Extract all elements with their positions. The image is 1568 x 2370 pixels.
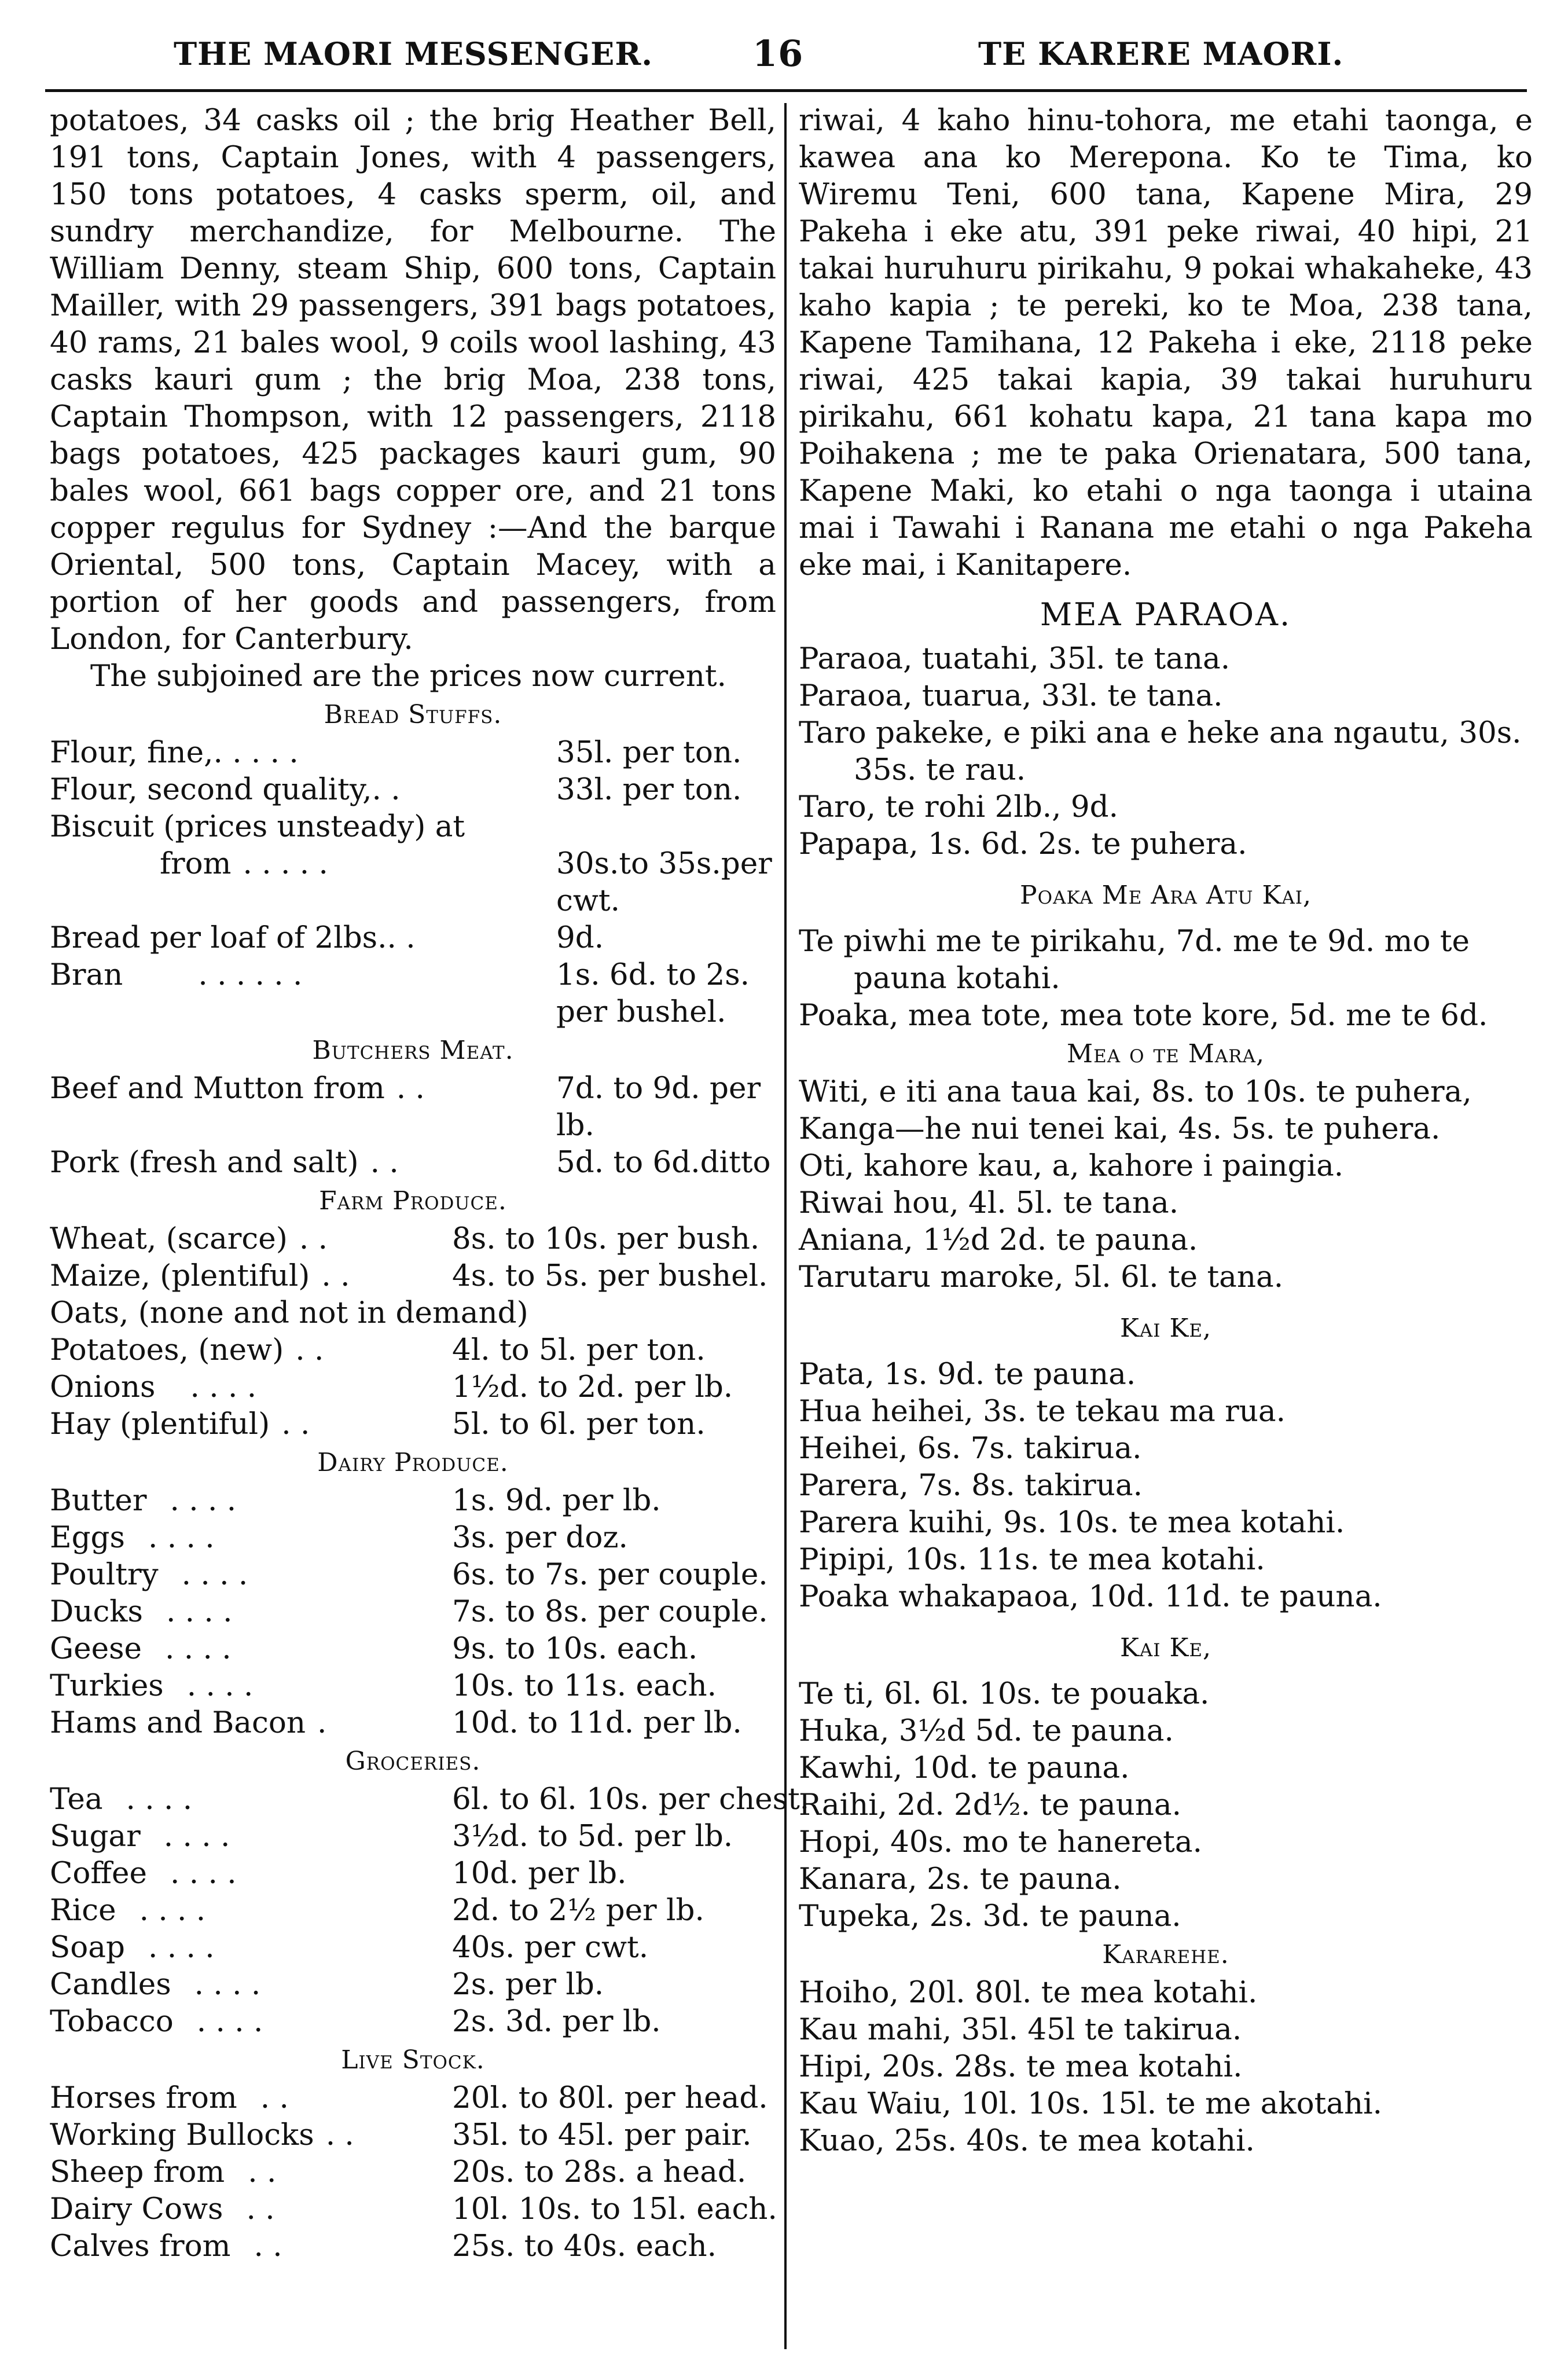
item-price: 1s. 6d. to 2s. per bushel. [556,957,750,1029]
item-name: Coffee [50,1856,147,1891]
item-price: 20l. to 80l. per head. [452,2081,768,2115]
item-name: Candles [50,1967,171,2002]
maori-price-entry: Paraoa, tuarua, 33l. te tana. [799,678,1223,713]
price-row [50,771,776,808]
maori-price-entry: Raihi, 2d. 2d½. te pauna. [799,1788,1182,1822]
item-price: 2s. per lb. [452,1967,604,2002]
item-name: Poultry [50,1557,159,1592]
item-price: 9s. to 10s. each. [452,1631,698,1666]
item-name: Flour, second quality, [50,772,372,807]
page-number: 16 [752,32,804,75]
maori-price-entry: Oti, kahore kau, a, kahore i paingia. [799,1149,1344,1183]
item-price: 20s. to 28s. a head. [452,2155,747,2189]
leader-dots: . . . . [139,1893,206,1928]
item-name: Sugar [50,1819,141,1854]
price-row [50,2079,776,2116]
leader-dots: . . [254,2229,282,2263]
maori-price-entry: Te ti, 6l. 6l. 10s. te pouaka. [799,1676,1210,1711]
price-row [50,1369,776,1406]
item-name: Bread per loaf of 2lbs. [50,920,387,955]
section-heading-kai-ke-2: Kai Ke, [1120,1633,1211,1663]
item-price: 1½d. to 2d. per lb. [452,1370,733,1404]
item-price: 7d. to 9d. per lb. [556,1071,761,1143]
maori-price-entry: Kanara, 2s. te pauna. [799,1862,1122,1896]
price-row [50,2116,776,2153]
price-row [50,1519,776,1556]
leader-dots: . . . . [186,1668,254,1703]
item-name: Beef and Mutton from [50,1071,385,1106]
maori-price-entry: Kuao, 25s. 40s. te mea kotahi. [799,2123,1255,2158]
item-price: 10s. to 11s. each. [452,1668,717,1703]
maori-price-entry: Parera, 7s. 8s. takirua. [799,1468,1143,1503]
shipping-paragraph-maori: riwai, 4 kaho hinu-tohora, me etahi taonga, e kawea ana ko Merepona. Ko te Tima, ko Wiremu Teni, 600 tana, Kapene Mira, 29 Pakeha i eke atu, 391 peke riwai, 40 hipi, 21 takai huruhuru pirikahu, 9 pokai whakaheke, 43 kaho kapia ; te pereki, ko te Moa, 238 tana, Kapene Tamihana, 12 Pakeha i eke, 2118 peke riwai, 425 takai kapia, 39 takai huruhuru pirikahu, 661 kohatu kapa, 21 tana kapa mo Poihakena ; me te paka Orienatara, 500 tana, Kapene Maki, ko etahi o nga taonga i utaina mai i Tawahi i Ranana me etahi o nga Pakeha eke mai, i Kanitapere. [799,103,1533,582]
item-price: 6l. to 6l. 10s. per chest. [452,1782,810,1817]
price-row [50,2191,776,2228]
price-row [50,1144,776,1181]
item-name: Pork (fresh and salt) [50,1145,359,1180]
item-name: Flour, fine, [50,735,214,770]
leader-dots: . . . . . . [198,957,303,992]
prices-intro: The subjoined are the prices now current. [90,659,727,694]
leader-dots: . . . . [148,1520,215,1555]
leader-dots: . . [321,1259,350,1293]
price-row [50,1929,776,1966]
item-price: 10d. per lb. [452,1856,627,1891]
price-row [50,1966,776,2003]
maori-price-entry: Papapa, 1s. 6d. 2s. te puhera. [799,827,1247,861]
item-price: 35l. per ton. [556,735,742,770]
maori-price-entry: Hopi, 40s. mo te hanereta. [799,1825,1202,1859]
leader-dots: . . . . . [213,735,299,770]
item-name: Bran [50,957,123,992]
maori-price-entry: Kanga—he nui tenei kai, 4s. 5s. te puhera. [799,1111,1441,1146]
price-row [50,1556,776,1593]
item-price: 1s. 9d. per lb. [452,1483,661,1518]
maori-price-entry: Aniana, 1½d 2d. te pauna. [799,1223,1198,1257]
price-row [50,734,776,771]
leader-dots: . . . . [148,1930,215,1965]
maori-price-entry: Poaka whakapaoa, 10d. 11d. te pauna. [799,1579,1382,1614]
leader-dots [465,808,556,845]
item-price: 5l. to 6l. per ton. [452,1407,706,1441]
item-name: Oats, (none and not in demand) [50,1296,528,1330]
price-row [50,1781,810,1818]
item-price: 3½d. to 5d. per lb. [452,1819,733,1854]
maori-price-entry: Kau Waiu, 10l. 10s. 15l. te me akotahi. [799,2086,1382,2121]
leader-dots: . . [387,920,416,955]
leader-dots: . . . . [190,1370,257,1404]
leader-dots: . . [370,1145,399,1180]
section-heading-mea-paraoa: MEA PARAOA. [1040,596,1292,633]
maori-price-entry: Huka, 3½d 5d. te pauna. [799,1714,1174,1748]
leader-dots: . . [299,1221,328,1256]
maori-price-entry: Pata, 1s. 9d. te pauna. [799,1357,1136,1392]
item-price: 6s. to 7s. per couple. [452,1557,768,1592]
price-row [50,1630,776,1667]
item-name: Dairy Cows [50,2192,223,2226]
item-price: 30s.to 35s.per cwt. [556,846,772,918]
price-row [50,1667,776,1704]
section-heading-kai-ke: Kai Ke, [1120,1314,1211,1343]
price-row [50,1482,776,1519]
item-price: 2s. 3d. per lb. [452,2004,661,2039]
maori-price-entry: Tupeka, 2s. 3d. te pauna. [799,1899,1181,1934]
item-name: Tea [50,1782,103,1817]
maori-price-entry: Kau mahi, 35l. 45l te takirua. [799,2012,1242,2047]
item-name: Potatoes, (new) [50,1333,284,1367]
leader-dots: . . [295,1333,324,1367]
item-price: 8s. to 10s. per bush. [452,1221,760,1256]
item-name: Rice [50,1893,116,1928]
item-price: 40s. per cwt. [452,1930,649,1965]
maori-price-entry: Hipi, 20s. 28s. te mea kotahi. [799,2049,1243,2084]
leader-dots: . . [281,1407,310,1441]
column-divider [784,103,787,2349]
leader-dots: . . . . [163,1819,230,1854]
item-price: 5d. to 6d.ditto [556,1145,771,1180]
shipping-paragraph: potatoes, 34 casks oil ; the brig Heather Bell, 191 tons, Captain Jones, with 4 passengers, 150 tons potatoes, 4 casks sperm, oil, and sundry merchandize, for Melbourne. The William Denny, steam Ship, 600 tons, Captain Mailler, with 29 passengers, 391 bags potatoes, 40 rams, 21 bales wool, 9 coils wool lashing, 43 casks kauri gum ; the brig Moa, 238 tons, Captain Thompson, with 12 passengers, 2118 bags potatoes, 425 packages kauri gum, 90 bales wool, 661 bags copper ore, and 21 tons copper regulus for Sydney :—And the barque Oriental, 500 tons, Captain Macey, with a portion of her goods and passengers, from London, for Canterbury. [50,103,776,656]
leader-dots: . . . . [170,1856,237,1891]
item-name: Biscuit (prices unsteady) at [50,809,465,844]
item-name: Eggs [50,1520,125,1555]
item-price: 10l. 10s. to 15l. each. [452,2192,777,2226]
leader-dots: . . [325,2118,354,2152]
item-name: Calves from [50,2229,231,2263]
item-name: Butter [50,1483,147,1518]
item-price: 25s. to 40s. each. [452,2229,717,2263]
section-heading-poaka: Poaka Me Ara Atu Kai, [1020,881,1312,910]
price-row [50,919,776,956]
section-heading-mea-o-te-mara: Mea o te Mara, [1067,1039,1265,1069]
price-row [50,1070,776,1144]
item-price: 4s. to 5s. per bushel. [452,1259,768,1293]
price-row [50,2003,776,2040]
item-price: 3s. per doz. [452,1520,628,1555]
item-name: from [160,846,232,881]
item-name: Hams and Bacon [50,1705,306,1740]
item-name: Geese [50,1631,142,1666]
maori-price-entry: Taro pakeke, e piki ana e heke ana ngautu, 30s. 35s. te rau. [799,716,1522,787]
maori-price-entry: Te piwhi me te pirikahu, 7d. me te 9d. mo te pauna kotahi. [799,924,1470,996]
item-name: Hay (plentiful) [50,1407,270,1441]
running-head-maori: TE KARERE MAORI. [978,35,1344,72]
section-heading-butchers-meat: Butchers Meat. [312,1036,514,1065]
maori-price-entry: Kawhi, 10d. te pauna. [799,1751,1130,1785]
maori-price-entry: Hua heihei, 3s. te tekau ma rua. [799,1394,1286,1429]
leader-dots: . . . . [166,1594,233,1629]
item-price: 33l. per ton. [556,772,742,807]
item-price: 4l. to 5l. per ton. [452,1333,706,1367]
item-price: 7s. to 8s. per couple. [452,1594,768,1629]
maori-price-entry: Riwai hou, 4l. 5l. te tana. [799,1186,1179,1220]
item-price: 2d. to 2½ per lb. [452,1893,704,1928]
section-heading-kararehe: Kararehe. [1102,1940,1229,1969]
price-row [50,1406,776,1443]
section-heading-dairy-produce: Dairy Produce. [317,1448,509,1477]
item-name: Tobacco [50,2004,174,2039]
header-rule [45,89,1527,92]
english-column [50,102,810,2265]
leader-dots: . . . . [170,1483,237,1518]
price-row [50,1331,776,1369]
item-price: 9d. [556,920,604,955]
item-price: 10d. to 11d. per lb. [452,1705,742,1740]
maori-price-entry: Taro, te rohi 2lb., 9d. [799,790,1119,824]
maori-price-entry: Pipipi, 10s. 11s. te mea kotahi. [799,1542,1265,1577]
price-row [50,845,776,919]
price-row [50,1220,776,1257]
price-row [50,1294,776,1331]
leader-dots: . . . . [196,2004,263,2039]
price-row [50,1892,776,1929]
maori-price-entry: Parera kuihi, 9s. 10s. te mea kotahi. [799,1505,1345,1540]
leader-dots: . . [372,772,401,807]
item-name: Wheat, (scarce) [50,1221,288,1256]
item-name: Working Bullocks [50,2118,314,2152]
item-price: 35l. to 45l. per pair. [452,2118,752,2152]
leader-dots: . . [396,1071,425,1106]
item-name: Maize, (plentiful) [50,1259,310,1293]
item-name: Sheep from [50,2155,225,2189]
section-heading-groceries: Groceries. [345,1747,481,1776]
maori-price-entry: Heihei, 6s. 7s. takirua. [799,1431,1142,1466]
item-name: Horses from [50,2081,237,2115]
price-row [50,808,776,845]
leader-dots: . . [248,2155,277,2189]
maori-price-entry: Witi, e iti ana taua kai, 8s. to 10s. te puhera, [799,1074,1472,1109]
price-row [50,1257,776,1294]
leader-dots: . [317,1705,327,1740]
maori-column [799,102,1533,2159]
section-heading-live-stock: Live Stock. [341,2045,485,2075]
leader-dots: . . . . [181,1557,248,1592]
item-price [556,808,776,845]
price-row [50,2153,776,2191]
price-row [50,2228,776,2265]
leader-dots: . . . . [194,1967,261,2002]
leader-dots: . . . . [126,1782,193,1817]
item-name: Ducks [50,1594,143,1629]
item-name: Turkies [50,1668,164,1703]
maori-price-entry: Hoiho, 20l. 80l. te mea kotahi. [799,1975,1258,2010]
maori-price-entry: Paraoa, tuatahi, 35l. te tana. [799,641,1231,676]
maori-price-entry: Poaka, mea tote, mea tote kore, 5d. me te 6d. [799,998,1488,1033]
section-heading-farm-produce: Farm Produce. [319,1186,507,1216]
leader-dots: . . . . . [243,846,328,881]
price-row [50,1818,776,1855]
item-name: Soap [50,1930,125,1965]
section-heading-bread-stuffs: Bread Stuffs. [324,700,502,729]
item-name: Onions [50,1370,156,1404]
running-head-english: THE MAORI MESSENGER. [174,35,653,72]
leader-dots: . . [260,2081,289,2115]
price-row [50,956,776,1030]
leader-dots: . . . . [165,1631,232,1666]
price-row [50,1704,776,1741]
price-row [50,1855,776,1892]
price-row [50,1593,776,1630]
leader-dots: . . [246,2192,275,2226]
maori-price-entry: Tarutaru maroke, 5l. 6l. te tana. [799,1260,1284,1294]
